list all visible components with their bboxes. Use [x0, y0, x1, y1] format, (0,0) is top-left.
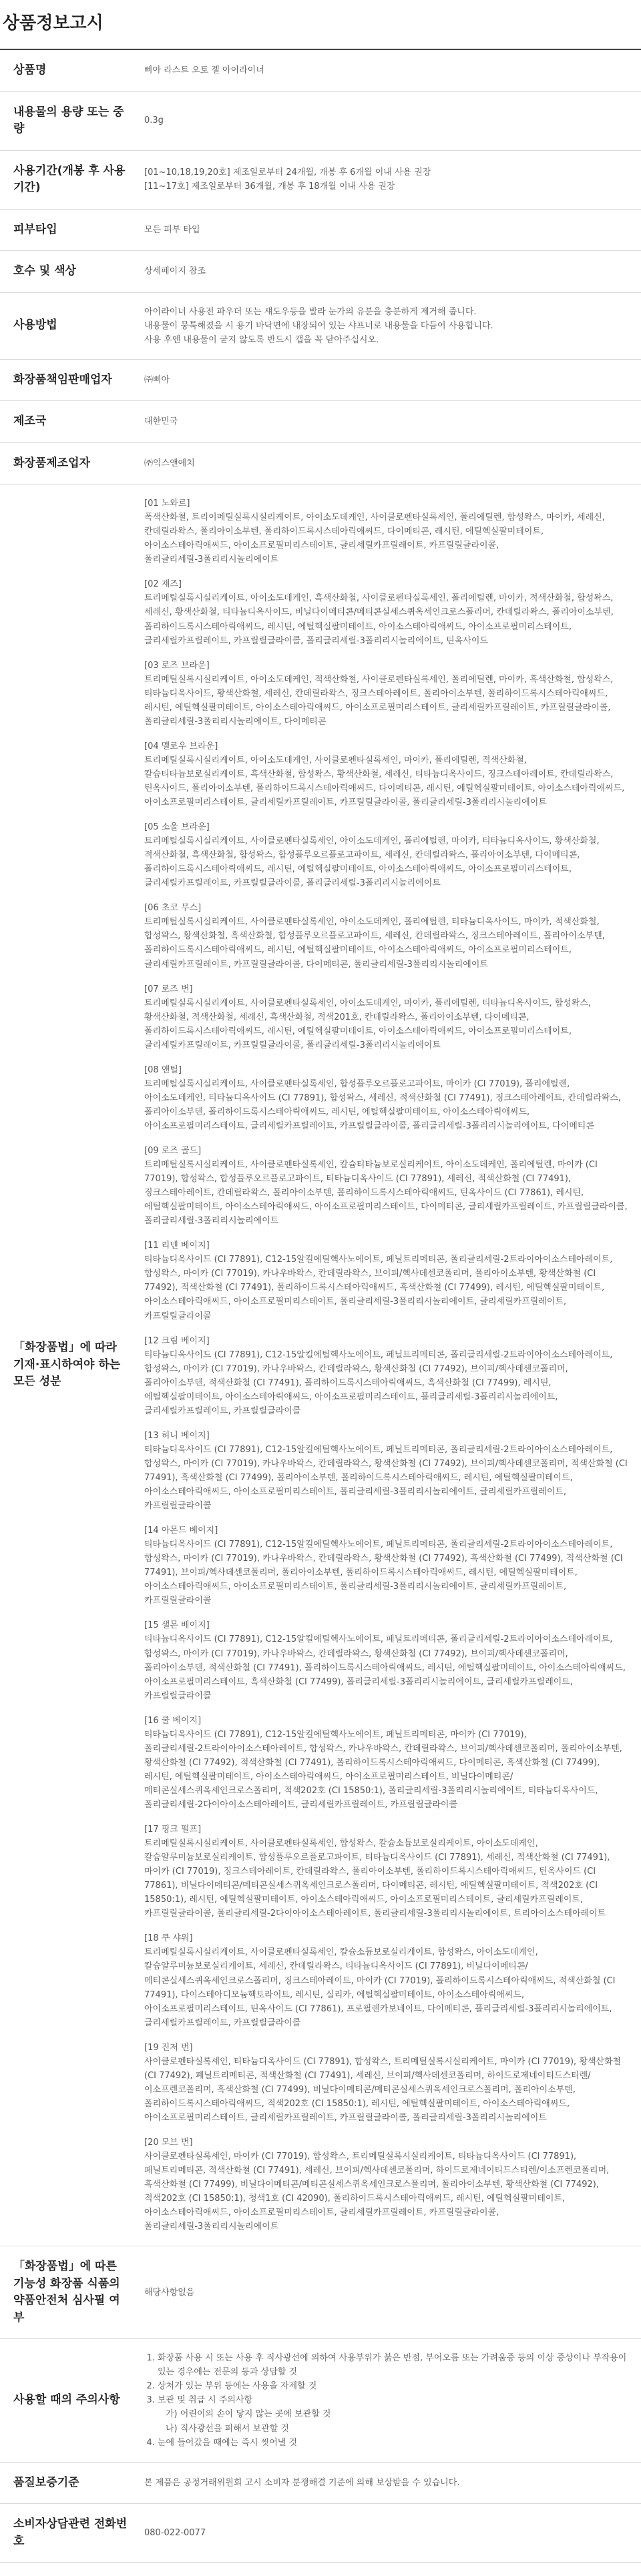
- ingredient-group: [144, 1823, 630, 1921]
- ingredient-group-text: 트리메틸실록시실리케이트, 아이소도데케인, 사이클로펜타실록세인, 마이카, 폴리에틸렌, 적색산화철, 칼슘티타늄보로실리케이트, 흑색산화철, 합성왁스, 황색산화철, 세레신, 티타늄디옥사이드, 징크스테아레이트, 칸데릴라왁스, 틴옥사이드, 폴리아이소부텐, 폴리하이드록시스테아릭애씨드, 다이메티콘, 레시틴, 에틸헥실팔미테이트, 아이소스테아릭애씨드, 아이소프로필미리스테이트, 글리세릴카프릴레이트, 카프릴릴글라이콜, 폴리글리세릴-3폴리리시놀리에이트: [144, 755, 625, 808]
- ingredient-group-text: 티타늄디옥사이드 (CI 77891), C12-15알킬에틸헥사노에이트, 페닐트리메티콘, 폴리글리세릴-2트라이아이소스테아레이트, 합성왁스, 마이카 (CI 77019), 카나우바왁스, 칸데릴라왁스, 황색산화철 (CI 77492), 브이피/헥사데센코폴리머, 폴리아이소부텐, 적색산화철 (CI 77491), 폴리하이드록시스테아릭애씨드, 흑색산화철 (CI 77499), 레시틴, 에틸헥실팔미테이트, 아이소스테아릭애씨드, 아이소프로필미리스테이트, 폴리글리세릴-3폴리리시놀리에이트, 글리세릴카프릴레이트, 카프릴릴글라이콜: [144, 1349, 613, 1416]
- ingredient-group-title: [19 진저 번]: [144, 2042, 193, 2053]
- row-capacity: [0, 91, 641, 150]
- ingredient-group: [144, 1429, 630, 1513]
- ingredient-group-title: [04 멜로우 브라운]: [144, 741, 218, 751]
- ingredient-group: [144, 1524, 630, 1608]
- ingredient-group-title: [18 쿠 샤워]: [144, 1933, 193, 1944]
- ingredient-group: [144, 1618, 630, 1702]
- how-to-use-line: 사용 후엔 내용물이 굳지 않도록 반드시 캡을 꼭 닫아주십시오.: [144, 334, 379, 345]
- ingredient-group: [144, 1063, 630, 1133]
- ingredient-group-text: 티타늄디옥사이드 (CI 77891), C12-15알킬에틸헥사노에이트, 페닐트리메티콘, 마이카 (CI 77019), 폴리글리세릴-2트라이아이소스테아레이트, 합성왁스, 카나우바왁스, 칸데릴라왁스, 브이피/헥사데센코폴리머, 폴리아이소부텐, 황색산화철 (CI 77492), 적색산화철 (CI 77491), 폴리하이드록시스테아릭애씨드, 다이메티콘, 흑색산화철 (CI 77499), 레시틴, 에틸헥실팔미테이트, 아이소스테아릭애씨드, 아이소프로필미리스테이트, 비닐다이메티콘/메티콘실세스퀴옥세인크로스폴리머, 적색202호 (CI 15850:1), 폴리글리세릴-3폴리리시놀리에이트, 티타늄디옥사이드, 폴리글리세릴-2다이아이소스테아레이트, 글리세릴카프릴레이트, 카프릴릴글라이콜: [144, 1729, 622, 1810]
- ingredient-group-text: 티타늄디옥사이드 (CI 77891), C12-15알킬에틸헥사노에이트, 페닐트리메티콘, 폴리글리세릴-2트라이아이소스테아레이트, 합성왁스, 마이카 (CI 77019), 카나우바왁스, 칸데릴라왁스, 브이피/헥사데센코폴리머, 폴리아이소부텐, 황색산화철 (CI 77492), 적색산화철 (CI 77491), 폴리하이드록시스테아릭애씨드, 흑색산화철 (CI 77499), 레시틴, 에틸헥실팔미테이트, 아이소스테아릭애씨드, 아이소프로필미리스테이트, 폴리글리세릴-3폴리리시놀리에이트, 글리세릴카프릴레이트, 카프릴릴글라이콜: [144, 1255, 613, 1321]
- row-functional: [0, 2246, 641, 2339]
- value-capacity: 0.3g: [138, 91, 641, 150]
- ingredient-group: [144, 1714, 630, 1812]
- ingredient-group-title: [17 핑크 펄프]: [144, 1825, 202, 1835]
- value-shade: 상세페이지 참조: [138, 251, 641, 293]
- value-skin-type: 모든 피부 타입: [138, 209, 641, 251]
- row-ingredients: [0, 485, 641, 2246]
- ingredient-group-text: 사이클로펜타실록세인, 티타늄디옥사이드 (CI 77891), 합성왁스, 트리메틸실록시실리케이트, 마이카 (CI 77019), 황색산화철 (CI 77492), 폐닐트리메티콘, 적색산화철 (CI 77491), 세레신, 브이피/헥사데센코폴리머, 하이드로제네이티드스티렌/이소프렌코폴리머, 흑색산화철 (CI 77499), 비닐다이메티콘/메티콘실세스퀴옥세인크로스폴리머, 폴리아이소부텐, 폴리하이드록시스테아릭애씨드, 적색202호 (CI 15850:1), 레시틴, 에틸헥실팔미테이트, 아이소스테아릭애씨드, 아이소프로필미리스테이트, 글리세릴카프릴레이트, 카프릴릴글라이콜, 폴리글리세릴-3폴리리시놀리에이트: [144, 2056, 622, 2123]
- value-functional: 해당사항없음: [138, 2246, 641, 2339]
- value-product-name: 삐아 라스트 오토 젤 아이라이너: [138, 49, 641, 91]
- ingredient-group: [144, 1144, 630, 1228]
- ingredient-group: [144, 577, 630, 647]
- ingredient-group-title: [12 크림 베이지]: [144, 1335, 210, 1346]
- caution-list: [144, 2351, 630, 2449]
- ingredient-group-title: [06 초코 무스]: [144, 903, 202, 914]
- value-distributor: ㈜삐아: [138, 359, 641, 401]
- caution-item-text: 보관 및 취급 시 주의사항: [158, 2395, 253, 2406]
- row-manufacturer: [0, 442, 641, 485]
- ingredient-group: [144, 1334, 630, 1418]
- ingredient-group-title: [13 허니 베이지]: [144, 1430, 210, 1441]
- ingredient-group-title: [11 리넨 베이지]: [144, 1241, 210, 1251]
- label-product-name: 상품명: [0, 49, 138, 91]
- caution-sub-item: 가) 어린이의 손이 닿지 않는 곳에 보관할 것: [166, 2409, 331, 2420]
- page-title: 상품정보고시: [3, 13, 103, 33]
- value-country: 대한민국: [138, 401, 641, 443]
- ingredient-group-text: 폭색산화철, 트리이메틸실록시실리케이트, 아이소도데케인, 사이클로펜타실록세인, 폴리에틸렌, 합성왁스, 마이카, 세레신, 칸데릴라왁스, 폴리아이소부텐, 폴리하이드록시스테아릭애씨드, 다이메티콘, 레시틴, 에틸헥실팔미테이트, 아이소스테아릭애씨드, 아이소프로필미리스테이트, 글리세릴카프릴레이트, 카프릴릴글라이콜, 폴리글리세릴-3폴리리시놀리에이트: [144, 513, 605, 565]
- label-manufacturer: 화장품제조업자: [0, 442, 138, 485]
- ingredient-group-text: 트리메틸실록시실리케이트, 사이클로펜타실록세인, 칼슘소듐보로실리케이트, 합성왁스, 아이소도데케인, 칼슘알루미늄보로실리케이트, 세레신, 칸데릴라왁스, 티타늄디옥사이드 (CI 77891), 비닐다이메티콘/메티콘실세스퀴옥세인크로스폴리머, 징크스테아레이트, 마이카 (CI 77019), 폴리하이드록시스테아릭애씨드, 적색산화철 (CI 77491), 다이스테아디모늄헥토라이트, 레시틴, 실리카, 에틸헥실팔미테이트, 아이소스테아릭애씨드, 아이소프로필미리스테이트, 틴옥사이드 (CI 77861), 프로필렌카보네이트, 다이메티콘, 폴리글리세릴-3폴리리시놀리에이트, 글리세릴카프릴레이트, 카프릴릴글라이콜: [144, 1947, 616, 2028]
- label-country: 제조국: [0, 401, 138, 443]
- ingredient-group-text: 트리메틸실록시실리케이트, 사이클로펜타실록세인, 아이소도데케인, 폴리에틸렌, 마이카, 티타늄디옥사이드, 황색산화철, 적색산화철, 흑색산화철, 합성왁스, 합성플루오르플로고파이트, 세레신, 칸데릴라왁스, 폴리아이소부텐, 다이메티콘, 폴리하이드록시스테아릭애씨드, 레시틴, 에틸헥실팔미테이트, 아이소스테아릭애씨드, 아이소프로필미리스테이트, 글리세릴카프릴레이트, 카프릴릴글라이콜, 폴리글리세릴-3폴리리시놀리에이트: [144, 836, 600, 889]
- ingredient-group: [144, 497, 630, 567]
- row-distributor: [0, 359, 641, 401]
- ingredient-group: [144, 1931, 630, 2029]
- row-usage-period: [0, 150, 641, 209]
- value-how-to-use: [138, 292, 641, 359]
- ingredient-group: [144, 2041, 630, 2125]
- caution-sub-list: [158, 2407, 630, 2435]
- row-cautions: [0, 2339, 641, 2462]
- label-cs-phone: 소비자상담관련 전화번호: [0, 2504, 138, 2563]
- caution-item: [158, 2393, 630, 2435]
- ingredient-group: [144, 739, 630, 810]
- ingredient-group-title: [07 로즈 번]: [144, 984, 193, 994]
- label-capacity: 내용물의 용량 또는 중량: [0, 91, 138, 150]
- usage-period-line: [01~10,18,19,20호] 제조일로부터 24개월, 개봉 후 6개월 이내 사용 권장: [144, 167, 431, 178]
- ingredient-group-text: 트리메틸실록시실리케이트, 아이소도데케인, 적색산화철, 사이클로펜타실록세인, 폴리에틸렌, 마이카, 흑색산화철, 합성왁스, 티타늄디옥사이드, 황색산화철, 세레신, 칸데릴라왁스, 징크스테아레이트, 폴리아이소부텐, 폴리하이드록시스테아릭애씨드, 레시틴, 에틸헥실팔미테이트, 아이소스테아릭애씨드, 아이소프로필미리스테이트, 글리세릴카프릴레이트, 카프릴릴글라이콜, 폴리글리세릴-3폴리리시놀리에이트, 다이메티콘: [144, 674, 614, 727]
- label-how-to-use: 사용방법: [0, 292, 138, 359]
- ingredient-group-text: 트리메틸실록시실리케이트, 사이클로펜타실록세인, 합성왁스, 칼슘소듐보로실리케이트, 아이소도데케인, 칼슘알루미늄보로실리케이트, 합성플루오르플로고파이트, 티타늄디옥사이드 (CI 77891), 세레신, 적색산화철 (CI 77491), 마이카 (CI 77019), 징크스테아레이트, 칸데릴라왁스, 폴리아이소부텐, 폴리하이드록시스테아릭애씨드, 틴옥사이드 (CI 77861), 비닐다이메티콘/메티콘실세스퀴옥세인크로스폴리머, 다이메티콘, 레시틴, 에틸헥실팔미테이트, 적색202호 (CI 15850:1), 레시틴, 에틸헥실팔미테이트, 아이소스테아릭애씨드, 아이소프로필미리스테이트, 글리세릴카프릴레이트, 카프릴릴글라이콜, 폴리글리세릴-2다이아이소스테아레이트, 폴리글리세릴-3폴리리시놀리에이트, 트리아이소스테아레이트: [144, 1839, 610, 1919]
- caution-item: 4. 눈에 들어갔을 때에는 즉시 씻어낼 것: [158, 2436, 630, 2450]
- row-cs-phone: [0, 2504, 641, 2563]
- value-warranty: 본 제품은 공정거래위원회 고시 소비자 분쟁해결 기준에 의해 보상받을 수 있습니다.: [138, 2462, 641, 2504]
- label-ingredients: 「화장품법」에 따라 기재·표시하여야 하는 모든 성분: [0, 485, 138, 2246]
- row-country: [0, 401, 641, 443]
- ingredient-group-text: 트리메틸실록시실리케이트, 사이클로펜타실록세인, 칼슘티타늄보로실리케이트, 아이소도데케인, 폴리에틸렌, 마이카 (CI 77019), 합성왁스, 합성플루오르플로고파이트, 티타늄디옥사이드 (CI 77891), 세레신, 적색산화철 (CI 77491), 징크스테아레이트, 칸데릴라왁스, 폴리아이소부텐, 폴리하이드록시스테아릭애씨드, 틴옥사이드 (CI 77861), 레시틴, 에틸헥실팔미테이트, 아이소스테아릭애씨드, 아이소프로필미리스테이트, 다이메티콘, 글리세릴카프릴레이트, 카프릴릴글라이콜, 폴리글리세릴-3폴리리시놀리에이트: [144, 1160, 628, 1227]
- how-to-use-line: 아이라이너 사용전 파우더 또는 섀도우등을 발라 눈가의 유분을 충분하게 제거해 줍니다.: [144, 306, 477, 317]
- row-warranty: [0, 2462, 641, 2504]
- caution-item: 2. 상처가 있는 부위 등에는 사용을 자제할 것: [158, 2379, 630, 2393]
- value-cs-phone: 080-022-0077: [138, 2504, 641, 2563]
- ingredient-group-title: [08 앤틸]: [144, 1064, 182, 1075]
- ingredient-group-text: 트리메틸실록시실리케이트, 사이클로펜타실록세인, 합성플루오르플로고파이트, 마이카 (CI 77019), 폴리에틸렌, 아이소도데케인, 티타늄디옥사이드 (CI 77891), 합성왁스, 세레신, 적색산화철 (CI 77491), 징크스테아레이트, 칸데릴라왁스, 폴리아이소부텐, 폴리하이드록시스테아릭애씨드, 레시틴, 에틸헥실팔미테이트, 아이소스테아릭애씨드, 아이소프로필미리스테이트, 글리세릴카프릴레이트, 카프릴릴글라이콜, 폴리글리세릴-3폴리리시놀리에이트, 다이메티콘: [144, 1078, 621, 1131]
- ingredient-group-text: 트리메틸실록시실리케이트, 아이소도데케인, 흑색산화철, 사이클로펜타실록세인, 폴리에틸렌, 마이카, 적색산화철, 합성왁스, 세레신, 황색산화철, 티타늄디옥사이드, 비닐다이메티콘/메티콘실세스퀴옥세인크로스폴리머, 칸데릴라왁스, 폴리아이소부텐, 폴리하이드록시스테아릭애씨드, 레시틴, 에틸헥실팔미테이트, 아이소스테아릭애씨드, 아이소프로필미리스테이트, 글리세릴카프릴레이트, 카프릴릴글라이콜, 폴리글리세릴-3폴리리시놀리에이트, 틴옥사이드: [144, 593, 614, 646]
- ingredient-group-text: 티타늄디옥사이드 (CI 77891), C12-15알킬에틸헥사노에이트, 페닐트리메티콘, 폴리글리세릴-2트라이아이소스테아레이트, 합성왁스, 마이카 (CI 77019), 카나우바왁스, 칸데릴라왁스, 황색산화철 (CI 77492), 브이피/헥사데센코폴리머, 적색산화철 (CI 77491), 흑색산화철 (CI 77499), 폴리아이소부텐, 폴리하이드록시스테아릭애씨드, 레시틴, 에틸헥실팔미테이트, 아이소스테아릭애씨드, 아이소프로필미리스테이트, 폴리글리세릴-3폴리리시놀리에이트, 글리세릴카프릴레이트, 카프릴릴글라이콜: [144, 1444, 628, 1512]
- ingredient-group-title: [16 쿨 베이지]: [144, 1715, 202, 1726]
- how-to-use-line: 내용물이 뭉툭해졌을 시 용기 바닥면에 내장되어 있는 샤프너로 내용물을 다듬어 사용합니다.: [144, 320, 493, 331]
- caution-sub-item: 나) 직사광선을 피해서 보관할 것: [166, 2423, 289, 2434]
- ingredient-group-title: [20 모브 번]: [144, 2137, 193, 2148]
- ingredient-list: [144, 497, 630, 2234]
- label-shade: 호수 및 색상: [0, 251, 138, 293]
- ingredient-group: [144, 901, 630, 971]
- value-manufacturer: ㈜익스앤에치: [138, 442, 641, 485]
- row-how-to-use: [0, 292, 641, 359]
- ingredient-group-text: 사이클로펜타실록세인, 마이카 (CI 77019), 합성왁스, 트리메틸실록시실리케이트, 티타늄디옥사이드 (CI 77891), 페닐트리메티콘, 적색산화철 (CI 77491), 세레신, 브이피/헥사데센코폴리머, 하이드로제네이티드스티렌/이소프렌코폴리머, 흑색산화철 (CI 77499), 비닐다이메티콘/메티콘실세스퀴옥세인크로스폴리머, 폴리아이소부텐, 황색산화철 (CI 77492), 적색202호 (CI 15850:1), 청색1호 (CI 42090), 폴리하이드록시스테아릭애씨드, 레시틴, 에틸헥실팔미테이트, 아이소스테아릭애씨드, 아이소프로필미리스테이트, 글리세릴카프릴레이트, 카프릴릴글라이콜, 폴리글리세릴-3폴리리시놀리에이트: [144, 2152, 610, 2232]
- label-usage-period: 사용기간(개봉 후 사용기간): [0, 150, 138, 209]
- ingredient-group-title: [09 로즈 골드]: [144, 1146, 202, 1157]
- ingredient-group: [144, 2136, 630, 2234]
- label-cautions: 사용할 때의 주의사항: [0, 2339, 138, 2462]
- ingredient-group-title: [02 재즈]: [144, 579, 182, 590]
- product-info-table: [0, 49, 641, 2563]
- usage-period-line: [11~17호] 제조일로부터 36개월, 개봉 후 18개월 이내 사용 권장: [144, 182, 395, 192]
- row-shade: [0, 251, 641, 293]
- value-usage-period: [138, 150, 641, 209]
- value-ingredients: [138, 485, 641, 2246]
- ingredient-group-title: [03 로즈 브라운]: [144, 660, 210, 671]
- caution-item: 1. 화장품 사용 시 또는 사용 후 직사광선에 의하여 사용부위가 붉은 반점, 부어오름 또는 가려움증 등의 이상 증상이나 부작용이 있는 경우에는 전문의 등과 상담할 것: [158, 2351, 630, 2379]
- ingredient-group: [144, 820, 630, 890]
- ingredient-group-title: [14 아몬드 베이지]: [144, 1526, 218, 1536]
- value-cautions: [138, 2339, 641, 2462]
- ingredient-group: [144, 1239, 630, 1323]
- label-skin-type: 피부타입: [0, 209, 138, 251]
- ingredient-group-title: [15 샐몬 베이지]: [144, 1620, 210, 1631]
- ingredient-group: [144, 982, 630, 1052]
- row-skin-type: [0, 209, 641, 251]
- ingredient-group-text: 티타늄디옥사이드 (CI 77891), C12-15알킬에틸헥사노에이트, 페닐트리메티콘, 폴리글리세릴-2트라이아이소스테아레이트, 합성왁스, 마이카 (CI 77019), 카나우바왁스, 칸데릴라왁스, 황색산화철 (CI 77492), 브이피/헥사데센코폴리머, 폴리아이소부텐, 적색산화철 (CI 77491), 폴리하이드록시스테아릭애씨드, 레시틴, 에틸헥실팔미테이트, 아이소스테아릭애씨드, 아이소프로필미리스테이트, 흑색산화철 (CI 77499), 폴리글리세릴-3폴리리시놀리에이트, 글리세릴카프릴레이트, 카프릴릴글라이콜: [144, 1634, 626, 1701]
- ingredient-group-text: 트리메틸실록시실리케이트, 사이클로펜타실록세인, 아이소도데케인, 폴리에틸렌, 티타늄디옥사이드, 마이카, 적색산화철, 합성왁스, 황색산화철, 흑색산화철, 합성플루오르플로고파이트, 세레신, 칸데릴라왁스, 징크스테아레이트, 폴리아이소부텐, 폴리하이드록시스테아릭애씨드, 레시틴, 에틸헥실팔미테이트, 아이소스테아릭애씨드, 아이소프로필미리스테이트, 글리세릴카프릴레이트, 카프릴릴글라이콜, 다이메티콘, 폴리글리세릴-3폴리리시놀리에이트: [144, 917, 605, 970]
- label-functional: 「화장품법」에 따른 기능성 화장품 식품의약품안전처 심사필 여부: [0, 2246, 138, 2339]
- label-warranty: 품질보증기준: [0, 2462, 138, 2504]
- ingredient-group-text: 트리메틸실록시실리케이트, 사이클로펜타실록세인, 아이소도데케인, 마이카, 폴리에틸렌, 티타늄디옥사이드, 합성왁스, 황색산화철, 적색산화철, 세레신, 흑색산화철, 적색201호, 칸데릴라왁스, 폴리아이소부텐, 다이메티콘, 폴리하이드록시스테아릭애씨드, 레시틴, 에틸헥실팔미테이트, 아이소스테아릭애씨드, 아이소프로필미리스테이트, 글리세릴카프릴레이트, 카프릴릴글라이콜, 폴리글리세릴-3폴리리시놀리에이트: [144, 998, 592, 1050]
- label-distributor: 화장품책임판매업자: [0, 359, 138, 401]
- ingredient-group-title: [01 노와르]: [144, 499, 190, 509]
- ingredient-group-text: 티타늄디옥사이드 (CI 77891), C12-15알킬에틸헥사노에이트, 페닐트리메티콘, 폴리글리세릴-2트라이아이소스테아레이트, 합성왁스, 마이카 (CI 77019), 카나우바왁스, 칸데릴라왁스, 황색산화철 (CI 77492), 흑색산화철 (CI 77499), 적색산화철 (CI 77491), 브이피/헥사데센코폴리머, 폴리아이소부텐, 폴리하이드록시스테아릭애씨드, 레시틴, 에틸헥실팔미테이트, 아이소스테아릭애씨드, 아이소프로필미리스테이트, 폴리글리세릴-3폴리리시놀리에이트, 글리세릴카프릴레이트, 카프릴릴글라이콜: [144, 1540, 623, 1606]
- row-product-name: [0, 49, 641, 91]
- ingredient-group: [144, 659, 630, 729]
- ingredient-group-title: [05 소울 브라운]: [144, 822, 210, 833]
